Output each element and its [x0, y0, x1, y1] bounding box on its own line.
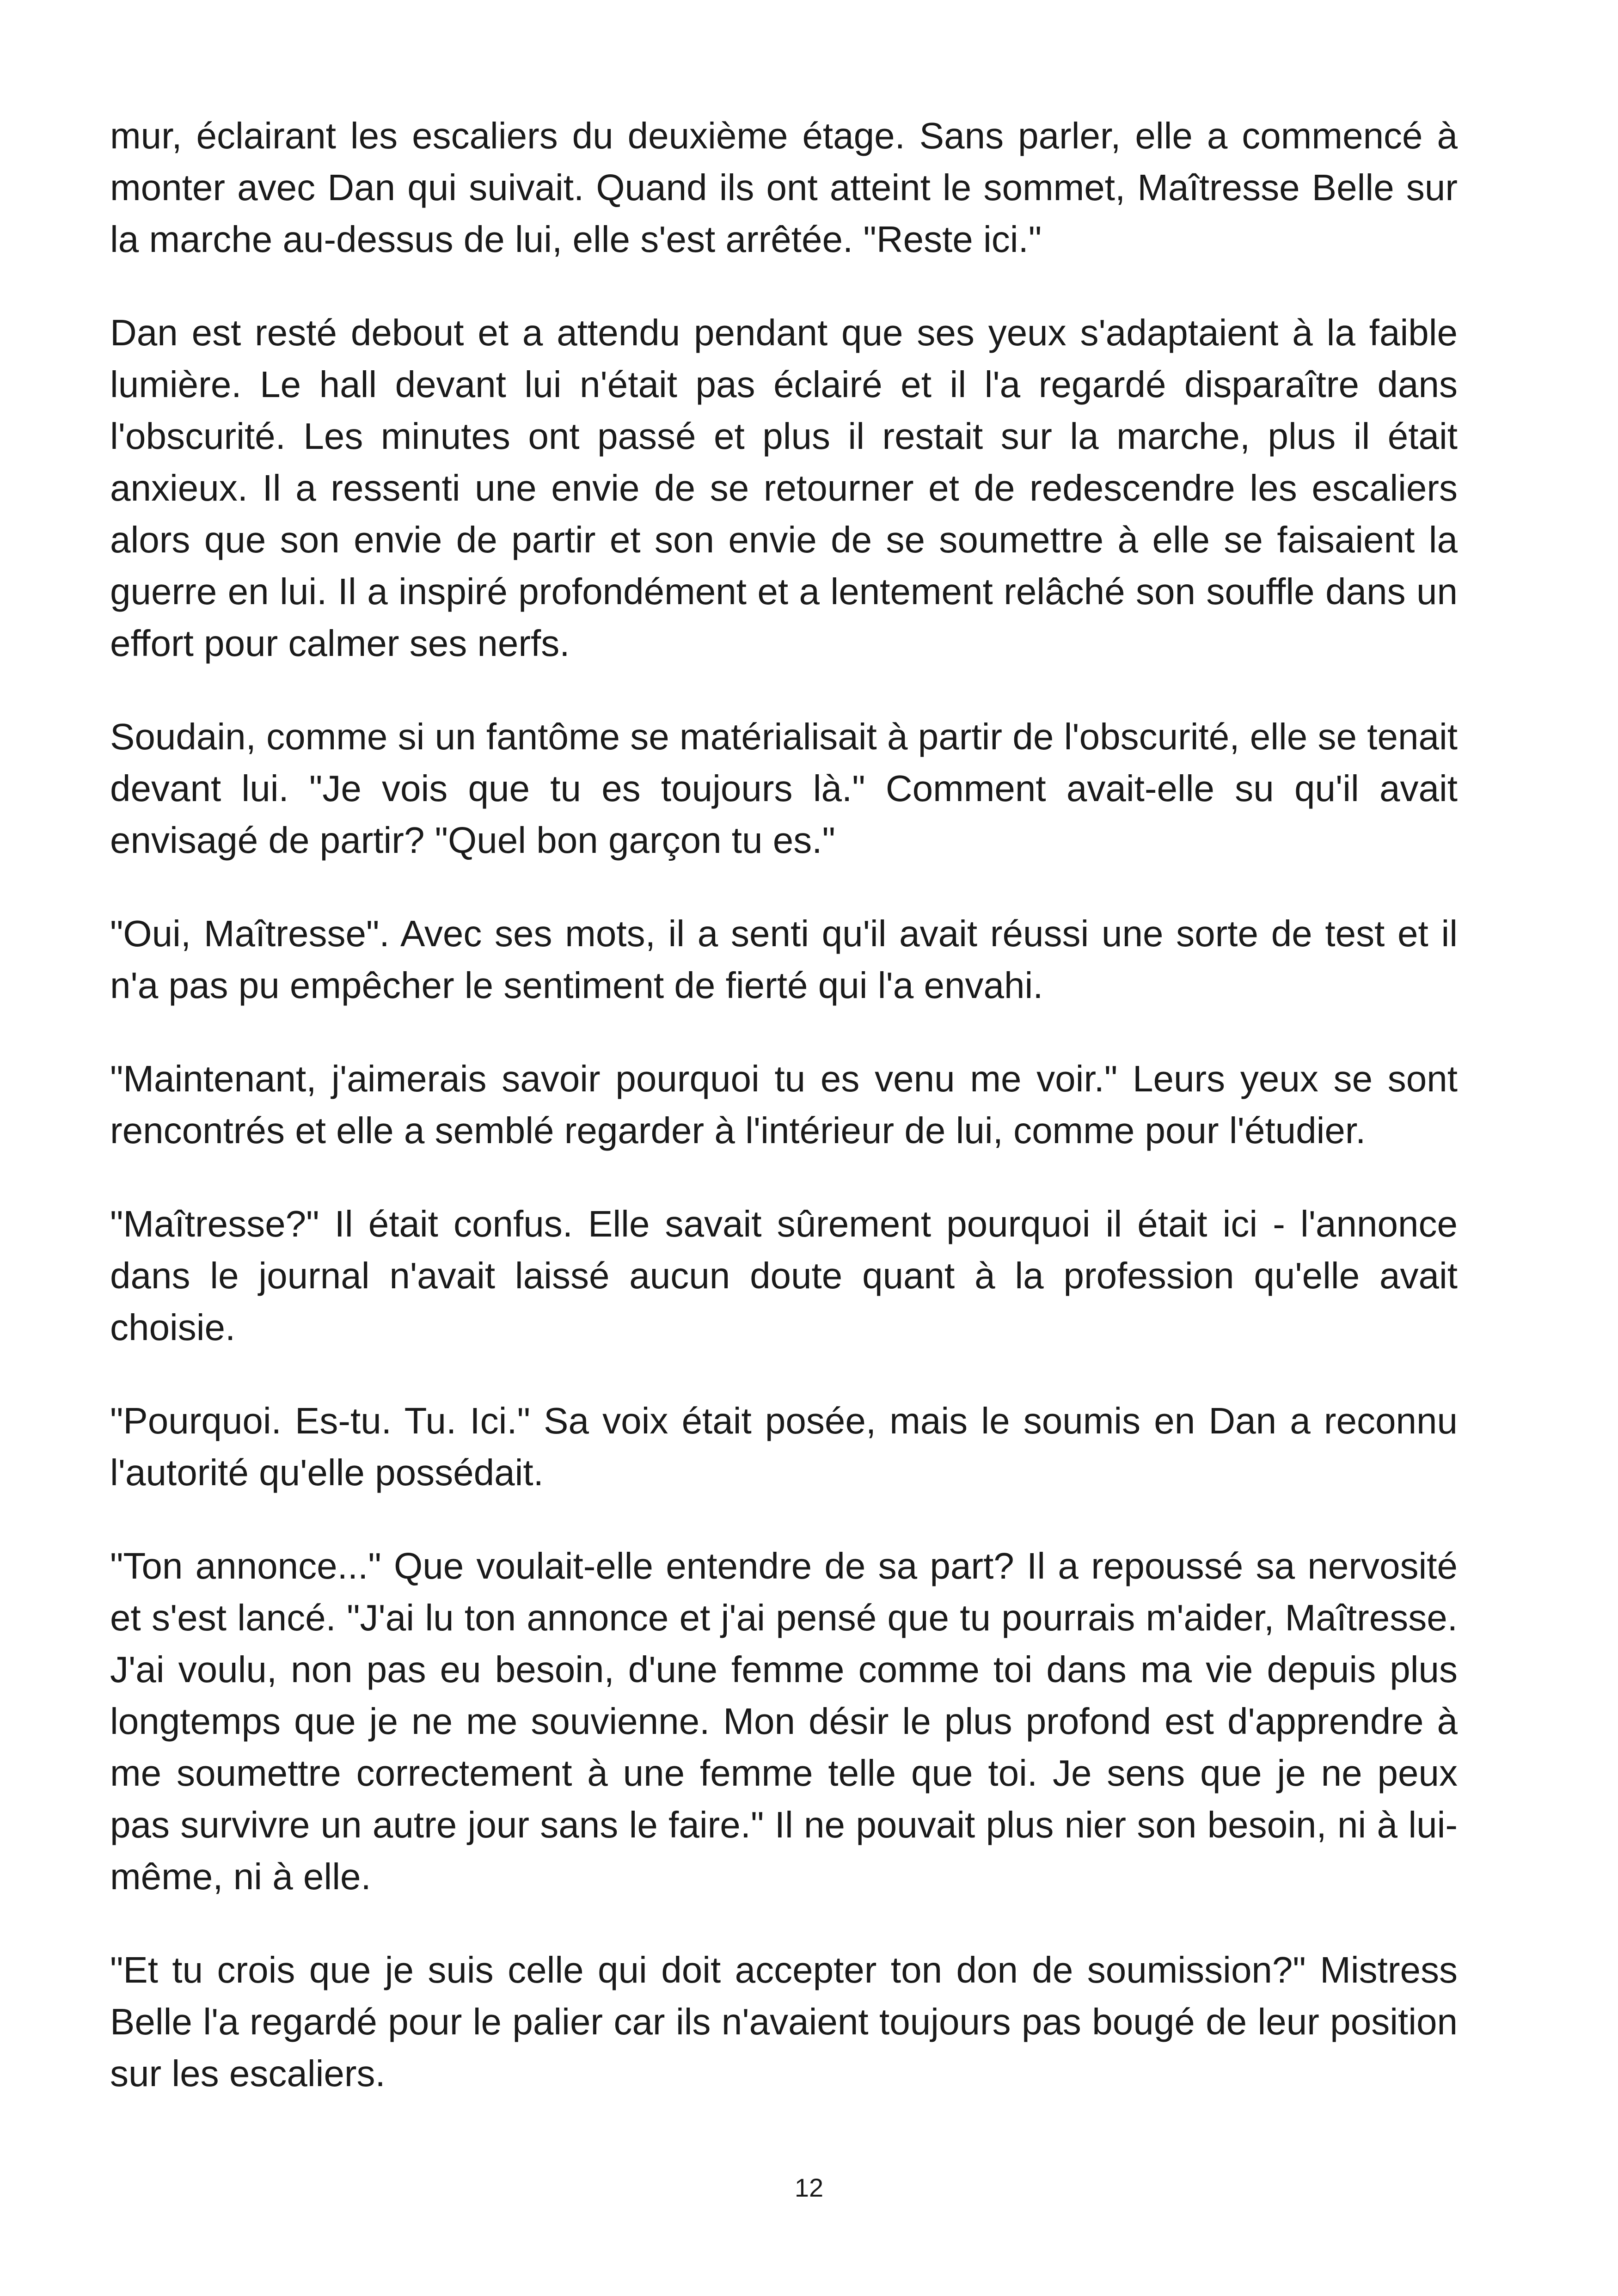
paragraph: "Oui, Maîtresse". Avec ses mots, il a senti qu'il avait réussi une sorte de test et il n'a pas pu empêcher le sentiment de fierté qui l'a envahi.	[110, 913, 1458, 1006]
paragraph: "Ton annonce..." Que voulait-elle entendre de sa part? Il a repoussé sa nervosité et s'est lancé. "J'ai lu ton annonce et j'ai pensé que tu pourrais m'aider, Maîtresse. J'ai voulu, non pas eu besoin, d'une femme comme toi dans ma vie depuis plus longtemps que je ne me souvienne. Mon désir le plus profond est d'apprendre à me soumettre correctement à une femme telle que toi. Je sens que je ne peux pas survivre un autre jour sans le faire." Il ne pouvait plus nier son besoin, ni à lui-même, ni à elle.	[110, 1545, 1458, 1897]
document-body	[110, 110, 1458, 2141]
paragraph: "Maîtresse?" Il était confus. Elle savait sûrement pourquoi il était ici - l'annonce dans le journal n'avait laissé aucun doute quant à la profession qu'elle avait choisie.	[110, 1203, 1458, 1348]
paragraph: mur, éclairant les escaliers du deuxième étage. Sans parler, elle a commencé à monter avec Dan qui suivait. Quand ils ont atteint le sommet, Maîtresse Belle sur la marche au-dessus de lui, elle s'est arrêtée. "Reste ici."	[110, 115, 1458, 260]
page-number: 12	[794, 2173, 824, 2202]
paragraph: "Pourquoi. Es-tu. Tu. Ici." Sa voix était posée, mais le soumis en Dan a reconnu l'autorité qu'elle possédait.	[110, 1400, 1458, 1493]
paragraph: Dan est resté debout et a attendu pendant que ses yeux s'adaptaient à la faible lumière. Le hall devant lui n'était pas éclairé et il l'a regardé disparaître dans l'obscurité. Les minutes ont passé et plus il restait sur la marche, plus il était anxieux. Il a ressenti une envie de se retourner et de redescendre les escaliers alors que son envie de partir et son envie de se soumettre à elle se faisaient la guerre en lui. Il a inspiré profondément et a lentement relâché son souffle dans un effort pour calmer ses nerfs.	[110, 312, 1458, 664]
paragraph: Soudain, comme si un fantôme se matérialisait à partir de l'obscurité, elle se tenait devant lui. "Je vois que tu es toujours là." Comment avait-elle su qu'il avait envisagé de partir? "Quel bon garçon tu es."	[110, 716, 1458, 861]
paragraph: "Maintenant, j'aimerais savoir pourquoi tu es venu me voir." Leurs yeux se sont rencontrés et elle a semblé regarder à l'intérieur de lui, comme pour l'étudier.	[110, 1058, 1458, 1151]
paragraph: "Et tu crois que je suis celle qui doit accepter ton don de soumission?" Mistress Belle l'a regardé pour le palier car ils n'avaient toujours pas bougé de leur position sur les escaliers.	[110, 1949, 1458, 2094]
